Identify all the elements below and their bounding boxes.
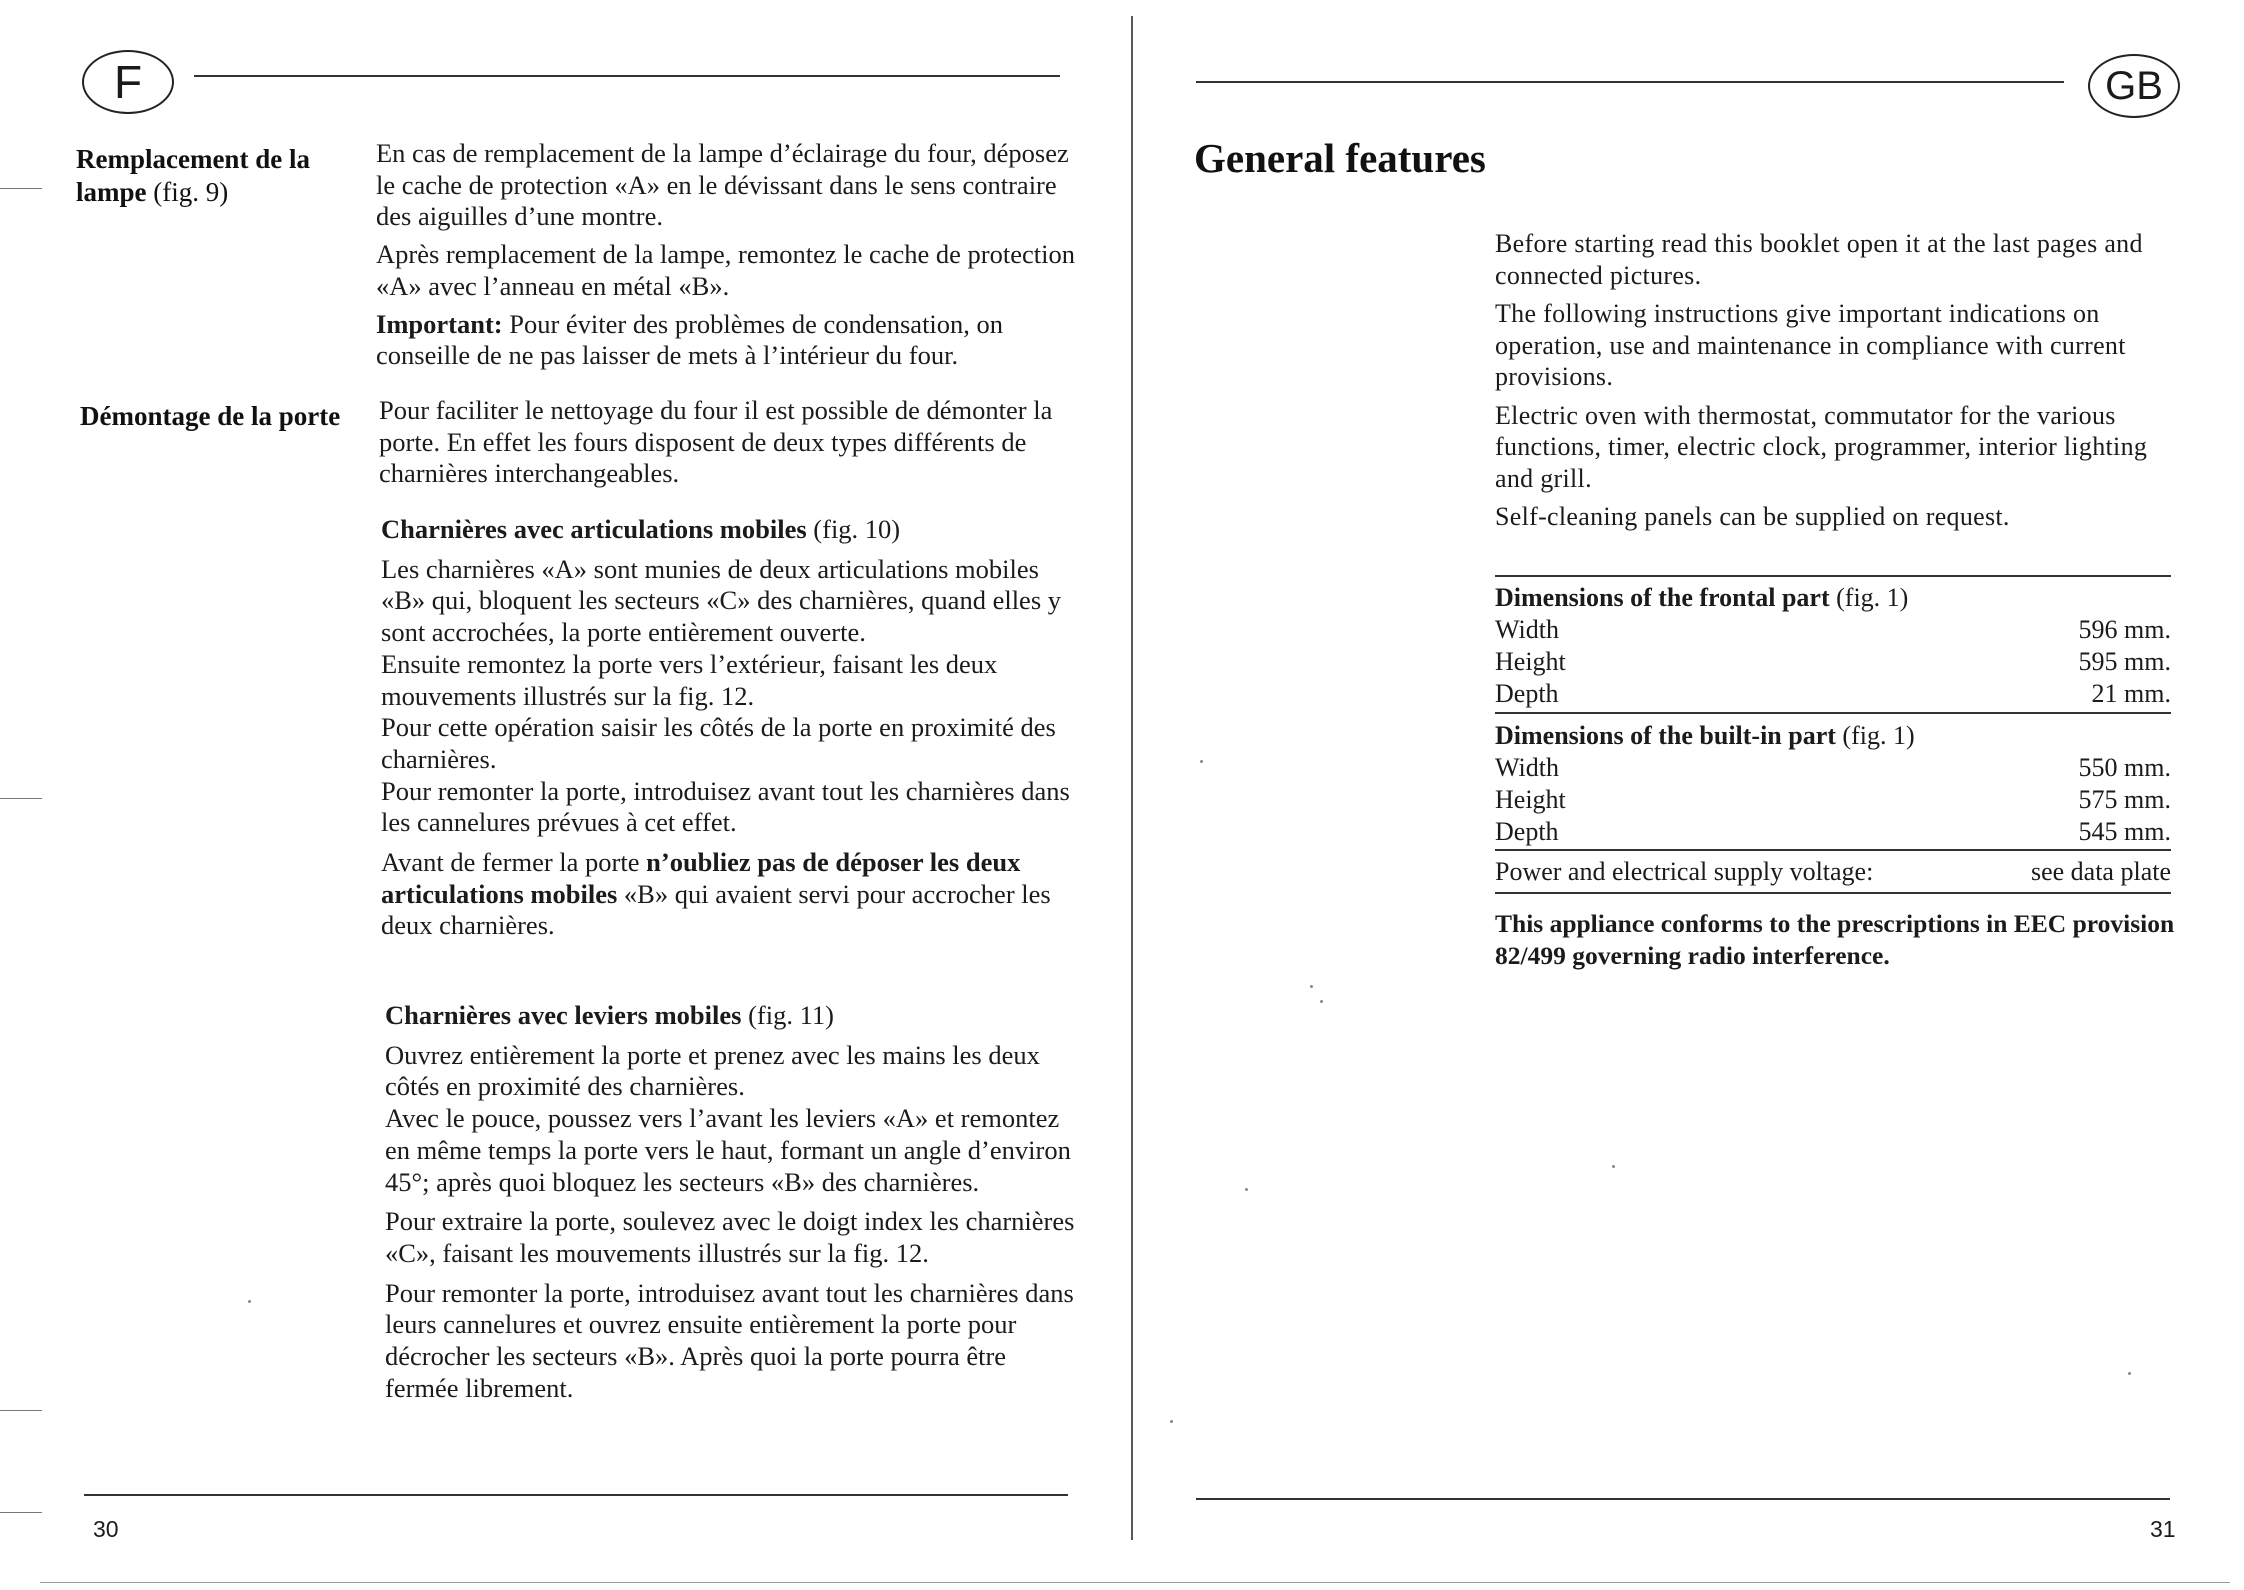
spec-row xyxy=(1495,784,2171,816)
spec-power xyxy=(1495,856,2171,888)
paragraph: Pour cette opération saisir les côtés de la porte en proximité des charnières. xyxy=(381,712,1056,774)
section-body-lamp xyxy=(376,138,1076,378)
scan-speck xyxy=(1245,1188,1248,1191)
paragraph: Self-cleaning panels can be supplied on request. xyxy=(1495,502,2010,531)
spec-value: 596 mm. xyxy=(2078,615,2171,644)
page-number: 31 xyxy=(2150,1516,2176,1542)
spec-heading-figref: (fig. 1) xyxy=(1829,583,1909,612)
language-badge-gb: GB xyxy=(2088,54,2180,118)
spec-builtin xyxy=(1495,720,2171,848)
spec-label: Height xyxy=(1495,647,1566,676)
spec-row xyxy=(1495,614,2171,646)
intro-text xyxy=(1495,228,2185,540)
spec-heading-figref: (fig. 1) xyxy=(1835,721,1915,750)
section-heading-lamp xyxy=(76,143,316,209)
spec-row xyxy=(1495,816,2171,848)
paragraph: Pour extraire la porte, soulevez avec le doigt index les charnières «C», faisant les mouvements illustrés sur la fig. 12. xyxy=(385,1206,1075,1268)
subsection-title-figref: (fig. 11) xyxy=(741,1000,834,1030)
paragraph: Pour remonter la porte, introduisez avant tout les charnières dans leurs cannelures et ouvrez ensuite entièrement la porte pour décrocher les secteurs «B». Après quoi la porte pourra être fermée librement. xyxy=(385,1277,1074,1403)
subsection-leviers xyxy=(385,1000,1085,1404)
paragraph: The following instructions give important indications on operation, use and maintenance in compliance with current provisions. xyxy=(1495,299,2126,391)
footer-rule xyxy=(84,1494,1068,1496)
spec-heading-bold: Dimensions of the built-in part xyxy=(1495,721,1836,750)
page-title: General features xyxy=(1194,135,1486,181)
subsection-title xyxy=(385,1000,1085,1032)
spec-rule xyxy=(1495,892,2171,894)
language-badge-f: F xyxy=(82,50,174,114)
spec-value: 595 mm. xyxy=(2078,647,2171,676)
spec-label: Height xyxy=(1495,785,1566,814)
paragraph: Avec le pouce, poussez vers l’avant les leviers «A» et remontez en même temps la porte vers le haut, formant un angle d’environ 45°; après quoi bloquez les secteurs «B» des charnières. xyxy=(385,1103,1071,1197)
spec-row xyxy=(1495,856,2171,888)
closing-bold: n’oubliez pas de déposer les deux articulations mobiles xyxy=(381,847,1021,909)
spec-label: Power and electrical supply voltage: xyxy=(1495,857,1874,886)
scan-speck xyxy=(248,1300,251,1303)
closing-text-end: «B» qui avaient servi pour accrocher les deux charnières. xyxy=(381,878,1051,941)
scan-speck xyxy=(2128,1372,2131,1375)
section-intro-door xyxy=(379,395,1079,496)
paragraph: Before starting read this booklet open it at the last pages and connected pictures. xyxy=(1495,229,2143,290)
header-rule xyxy=(194,75,1060,77)
section-heading-door: Démontage de la porte xyxy=(80,401,341,431)
closing-paragraph xyxy=(381,847,1081,942)
page-number: 30 xyxy=(93,1516,119,1542)
important-note xyxy=(376,309,1076,372)
spec-value: 545 mm. xyxy=(2078,817,2171,846)
spec-rule xyxy=(1495,849,2171,851)
subsection-title-figref: (fig. 10) xyxy=(806,514,901,544)
spec-row xyxy=(1495,678,2171,710)
spec-value: 21 mm. xyxy=(2091,679,2171,708)
spec-label: Depth xyxy=(1495,817,1559,846)
scan-speck xyxy=(1612,1165,1615,1168)
subsection-title xyxy=(381,514,1081,546)
spec-rule xyxy=(1495,575,2171,577)
paragraph: Les charnières «A» sont munies de deux articulations mobiles «B» qui, bloquent les secteurs «C» des charnières, quand elles y sont accrochées, la porte entièrement ouverte. xyxy=(381,553,1062,648)
scan-speck xyxy=(1170,1420,1173,1423)
spec-heading xyxy=(1495,720,2171,752)
spec-row xyxy=(1495,752,2171,784)
spec-label: Width xyxy=(1495,615,1559,644)
spec-value: 550 mm. xyxy=(2078,753,2171,782)
scan-speck xyxy=(1320,1000,1323,1003)
paragraph: Après remplacement de la lampe, remontez le cache de protection «A» avec l’anneau en métal «B». xyxy=(376,239,1075,301)
important-label: Important: xyxy=(376,308,503,339)
paragraph: Pour remonter la porte, introduisez avant tout les charnières dans les cannelures prévues à cet effet. xyxy=(381,775,1070,838)
footer-rule xyxy=(1196,1498,2170,1500)
paragraph: En cas de remplacement de la lampe d’éclairage du four, déposez le cache de protection «A» en le dévissant dans le sens contraire des aiguilles d’une montre. xyxy=(376,138,1069,232)
spec-frontal xyxy=(1495,582,2171,710)
important-text: Pour éviter des problèmes de condensation, on conseille de ne pas laisser de mets à l’intérieur du four. xyxy=(376,308,1004,371)
section-heading-lamp-bold: Remplacement de la lampe xyxy=(76,144,310,207)
spec-heading-bold: Dimensions of the frontal part xyxy=(1495,583,1830,612)
subsection-title-bold: Charnières avec leviers mobiles xyxy=(385,1000,742,1030)
conformity-notice: This appliance conforms to the prescriptions in EEC provision 82/499 governing radio interference. xyxy=(1495,909,2175,970)
spec-value: 575 mm. xyxy=(2078,785,2171,814)
section-heading-lamp-figref: (fig. 9) xyxy=(146,177,229,207)
paragraph: Electric oven with thermostat, commutator for the various functions, timer, electric clock, programmer, interior lighting and grill. xyxy=(1495,400,2148,493)
header-rule xyxy=(1196,81,2064,83)
paragraph: Ensuite remontez la porte vers l’extérieur, faisant les deux mouvements illustrés sur la fig. 12. xyxy=(381,648,998,711)
scan-speck xyxy=(1310,985,1313,988)
spec-label: Depth xyxy=(1495,679,1559,708)
subsection-title-bold: Charnières avec articulations mobiles xyxy=(381,514,807,544)
spec-row xyxy=(1495,646,2171,678)
subsection-articulations xyxy=(381,514,1081,948)
paragraph: Pour faciliter le nettoyage du four il est possible de démonter la porte. En effet les fours disposent de deux types différents de charnières interchangeables. xyxy=(379,395,1053,489)
spec-value: see data plate xyxy=(2030,857,2171,886)
scan-speck xyxy=(1200,760,1203,763)
paragraph: Ouvrez entièrement la porte et prenez avec les mains les deux côtés en proximité des charnières. xyxy=(385,1039,1040,1102)
spec-rule xyxy=(1495,712,2171,714)
closing-text: Avant de fermer la porte xyxy=(381,847,647,878)
spec-label: Width xyxy=(1495,753,1559,782)
spec-heading xyxy=(1495,582,2171,614)
